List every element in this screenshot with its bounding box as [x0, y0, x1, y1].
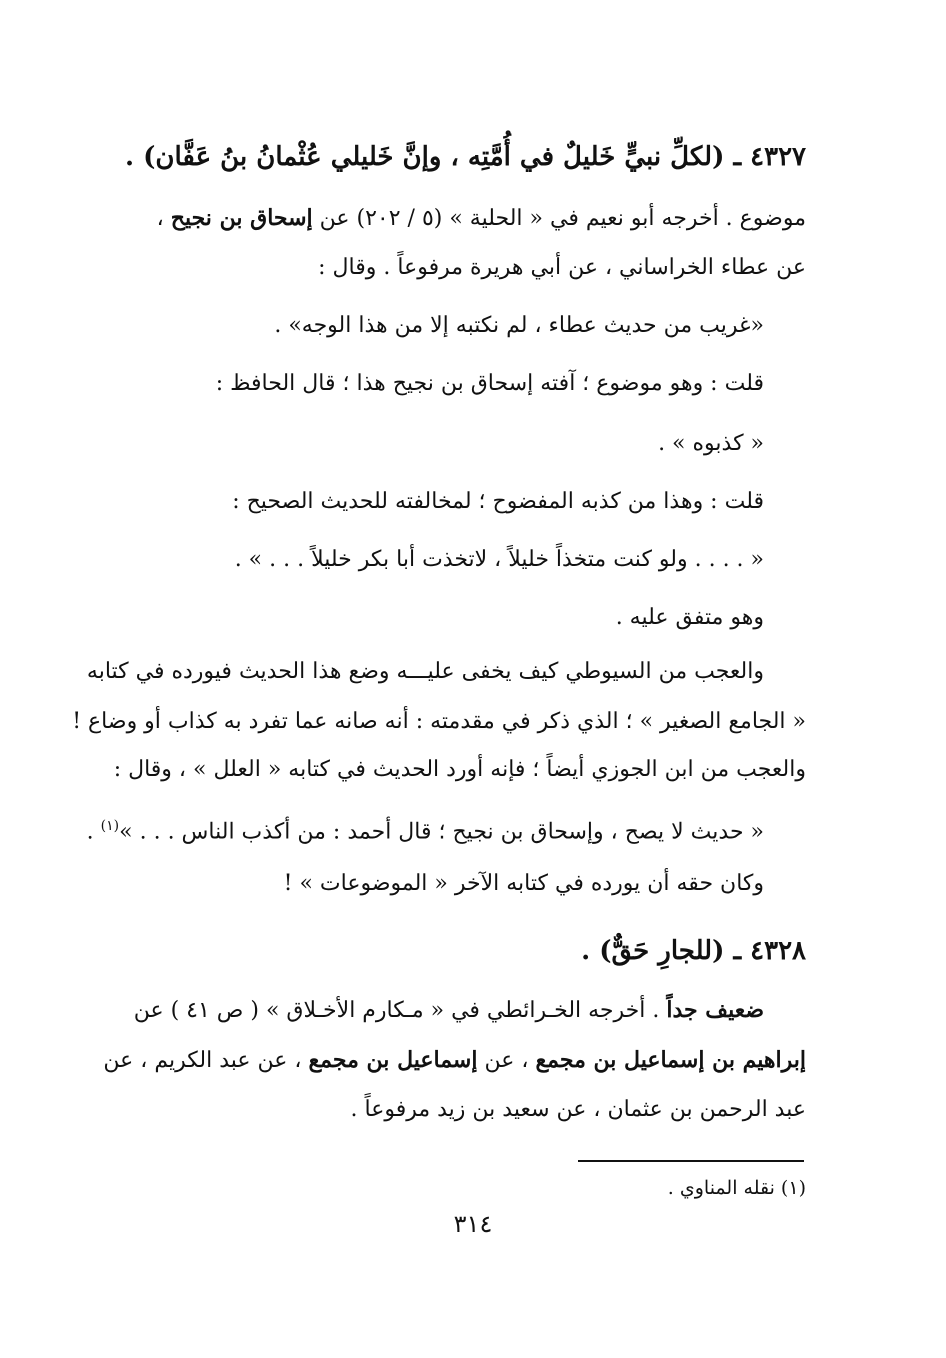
quote-line: « كذبوه » . [658, 431, 764, 456]
text-line: والعجب من السيوطي كيف يخفى عليـــه وضع هذا الحديث فيورده في كتابه [86, 659, 764, 684]
hadith-number: ٤٣٢٧ ـ [733, 142, 806, 172]
narrator-name: إبراهيم بن إسماعيل بن مجمع [535, 1047, 806, 1073]
text-line: قلت : وهو موضوع ؛ آفته إسحاق بن نجيح هذا ؛ قال الحافظ : [215, 371, 764, 396]
footnote-marker: (١) [100, 818, 120, 834]
quote-line: « . . . . ولو كنت متخذاً خليلاً ، لاتخذت أبا بكر خليلاً . . . » . [234, 547, 764, 572]
verdict-text: ضعيف جداً [666, 997, 764, 1023]
connector-text: ، عن عبد الكريم ، عن [103, 1048, 309, 1073]
text-line [134, 994, 764, 1027]
footnote: (١) نقله المناوي . [667, 1177, 806, 1199]
text-line [157, 202, 806, 235]
text-line: والعجب من ابن الجوزي أيضاً ؛ فإنه أورد الحديث في كتابه « العلل » ، وقال : [113, 757, 806, 782]
text-line: وهو متفق عليه . [615, 605, 764, 630]
punctuation: . [86, 819, 101, 845]
text-line: « الجامع الصغير » ؛ الذي ذكر في مقدمته : أنه صانه عما تفرد به كذاب أو وضاع ! [72, 709, 806, 734]
quote-text: « حديث لا يصح ، وإسحاق بن نجيح ؛ قال أحمد : من أكذب الناس . . . » [119, 819, 764, 845]
quote-line: «غريب من حديث عطاء ، لم نكتبه إلا من هذا الوجه» . [274, 313, 764, 338]
footnote-divider [578, 1160, 804, 1162]
text-line [103, 1044, 806, 1077]
page-number: ٣١٤ [453, 1210, 493, 1238]
verdict-text: موضوع . أخرجه أبو نعيم في « الحلية » (٥ / ٢٠٢) عن [312, 206, 806, 231]
hadith-title: (لكلِّ نبيٍّ خَليلٌ في أُمَّتِه ، وإنَّ خَليلي عُثْمانُ بنُ عَفَّان) . [125, 142, 725, 172]
text-line: عن عطاء الخراساني ، عن أبي هريرة مرفوعاً . وقال : [318, 255, 806, 280]
text-line: وكان حقه أن يورده في كتابه الآخر « الموضوعات » ! [283, 871, 764, 896]
punctuation: ، [156, 206, 171, 231]
hadith-heading-4328 [581, 932, 806, 970]
text-line: قلت : وهذا من كذبه المفضوح ؛ لمخالفته للحديث الصحيح : [232, 489, 764, 514]
connector-text: ، عن [477, 1048, 536, 1073]
hadith-number: ٤٣٢٨ ـ [733, 936, 806, 966]
narrator-name: إسحاق بن نجيح [170, 205, 313, 231]
text-line: عبد الرحمن بن عثمان ، عن سعيد بن زيد مرفوعاً . [350, 1097, 806, 1122]
source-text: . أخرجه الخـرائطي في « مـكارم الأخـلاق » ( ص ٤١ ) عن [133, 998, 667, 1023]
narrator-name: إسماعيل بن مجمع [308, 1047, 478, 1073]
hadith-title: (للجارِ حَقٌّ) . [581, 936, 725, 966]
quote-line [87, 810, 764, 848]
hadith-heading-4327 [125, 138, 806, 176]
